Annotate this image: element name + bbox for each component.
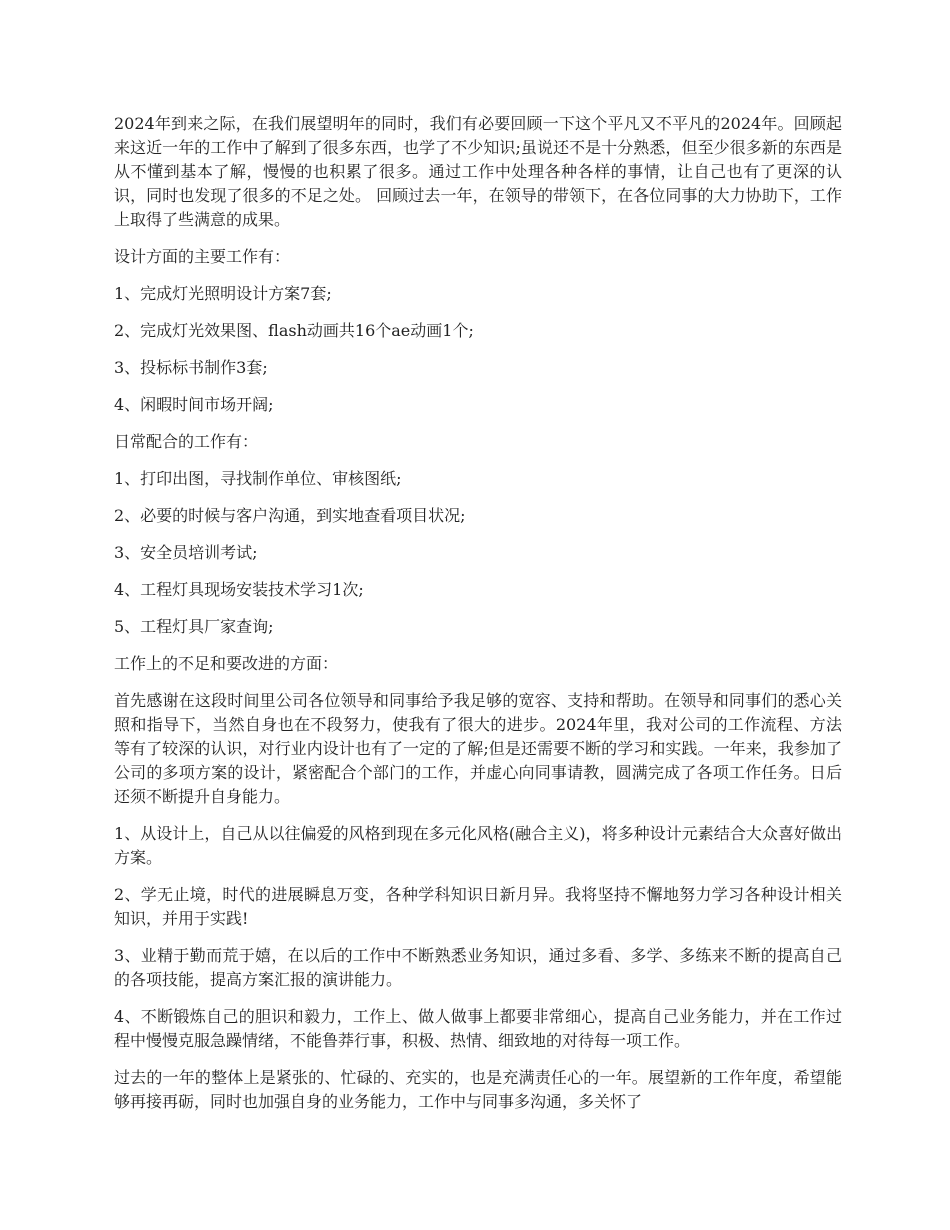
thanks-paragraph: 首先感谢在这段时间里公司各位领导和同事给予我足够的宽容、支持和帮助。在领导和同事们的悉心关照和指导下，当然自身也在不段努力，使我有了很大的进步。2024年里，我对公司的工作流程、方法等有了较深的认识，对行业内设计也有了一定的了解;但是还需要不断的学习和实践。一年来，我参加了公司的多项方案的设计，紧密配合个部门的工作，并虚心向同事请教，圆满完成了各项工作任务。日后还须不断提升自身能力。	[114, 691, 842, 806]
section-heading-improvements: 工作上的不足和要改进的方面：	[114, 654, 339, 673]
section-heading-design-work: 设计方面的主要工作有：	[114, 247, 291, 266]
list-item: 2、完成灯光效果图、flash动画共16个ae动画1个;	[114, 321, 474, 340]
list-item: 1、打印出图，寻找制作单位、审核图纸;	[114, 469, 402, 488]
section-heading-daily-work: 日常配合的工作有：	[114, 432, 259, 451]
document-page	[114, 112, 842, 1127]
closing-paragraph: 过去的一年的整体上是紧张的、忙碌的、充实的，也是充满责任心的一年。展望新的工作年度，希望能够再接再砺，同时也加强自身的业务能力，工作中与同事多沟通，多关怀了	[114, 1068, 842, 1111]
list-item: 1、完成灯光照明设计方案7套;	[114, 284, 332, 303]
list-item: 5、工程灯具厂家查询;	[114, 617, 274, 636]
intro-paragraph: 2024年到来之际，在我们展望明年的同时，我们有必要回顾一下这个平凡又不平凡的2024年。回顾起来这近一年的工作中了解到了很多东西，也学了不少知识;虽说还不是十分熟悉，但至少很多新的东西是从不懂到基本了解，慢慢的也积累了很多。通过工作中处理各种各样的事情，让自己也有了更深的认识，同时也发现了很多的不足之处。 回顾过去一年，在领导的带领下，在各位同事的大力协助下，工作上取得了些满意的成果。	[114, 114, 842, 229]
list-item: 3、安全员培训考试;	[114, 543, 258, 562]
list-item: 4、不断锻炼自己的胆识和毅力，工作上、做人做事上都要非常细心，提高自己业务能力，并在工作过程中慢慢克服急躁情绪，不能鲁莽行事，积极、热情、细致地的对待每一项工作。	[114, 1007, 842, 1050]
list-item: 2、必要的时候与客户沟通，到实地查看项目状况;	[114, 506, 466, 525]
list-item: 4、工程灯具现场安装技术学习1次;	[114, 580, 364, 599]
list-item: 2、学无止境，时代的进展瞬息万变，各种学科知识日新月异。我将坚持不懈地努力学习各种设计相关知识，并用于实践!	[114, 885, 842, 928]
list-item: 3、投标标书制作3套;	[114, 358, 268, 377]
list-item: 4、闲暇时间市场开阔;	[114, 395, 274, 414]
list-item: 1、从设计上，自己从以往偏爱的风格到现在多元化风格(融合主义)，将多种设计元素结合大众喜好做出方案。	[114, 824, 842, 867]
list-item: 3、业精于勤而荒于嬉，在以后的工作中不断熟悉业务知识，通过多看、多学、多练来不断的提高自己的各项技能，提高方案汇报的演讲能力。	[114, 946, 842, 989]
